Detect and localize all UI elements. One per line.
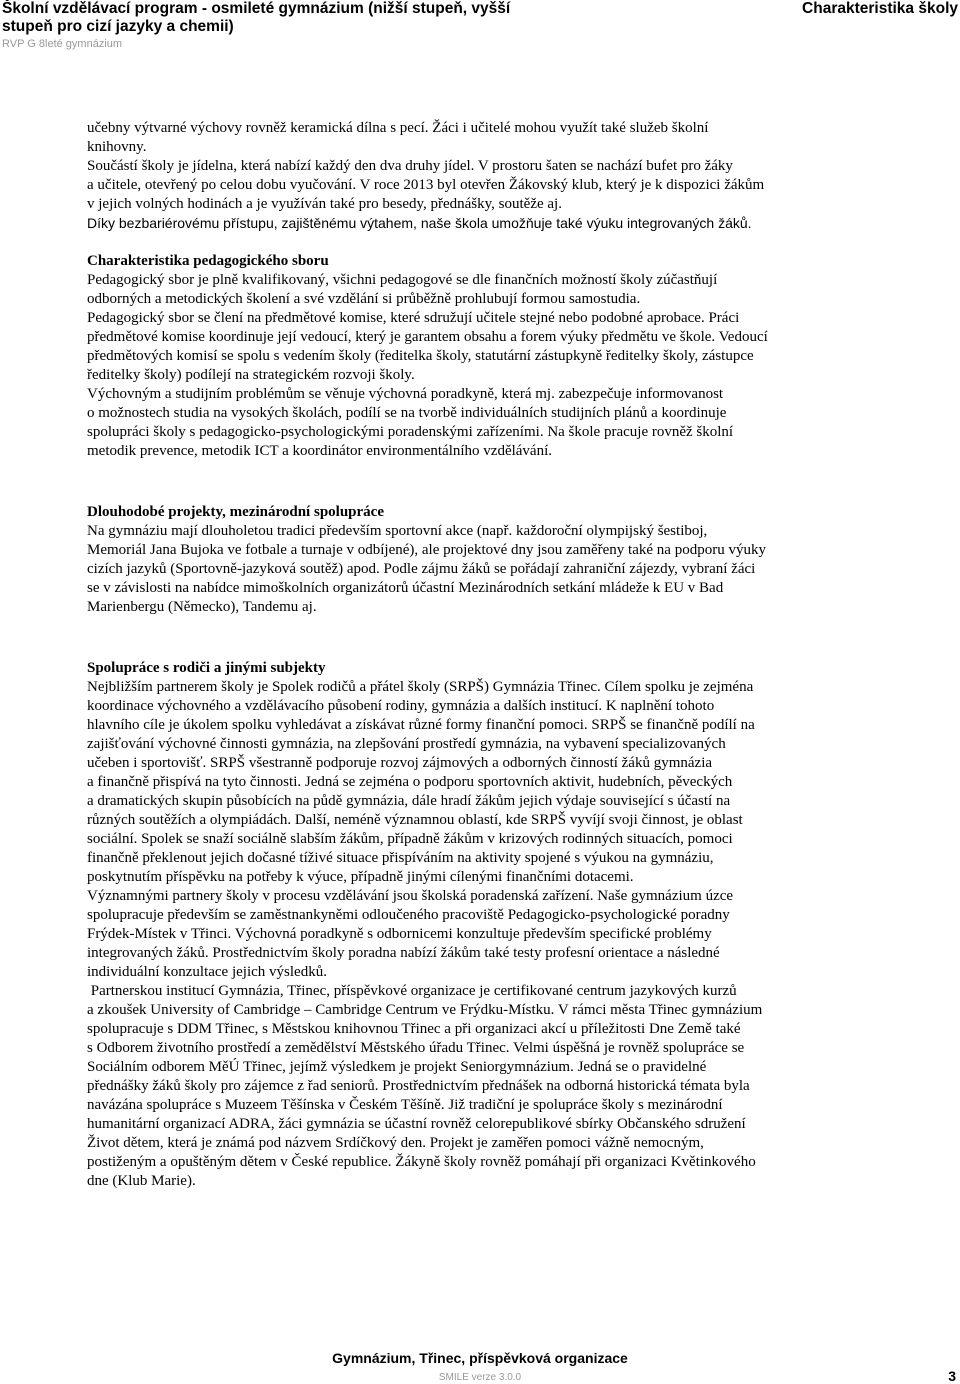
text-line: hlavního cíle je úkolem spolku vyhledávat a získávat různé formy finanční pomoci. SRPŠ se finančně podílí na xyxy=(87,717,755,733)
text-line: o možnostech studia na vysokých školách, podílí se na tvorbě individuálních studijních plánů a koordinuje xyxy=(87,405,727,421)
section-heading: Spolupráce s rodiči a jinými subjekty xyxy=(87,660,326,676)
text-line: zajišťování výchovné činnosti gymnázia, na zlepšování prostředí gymnázia, na vybavení specializovaných xyxy=(87,736,726,752)
text-line: knihovny. xyxy=(87,139,147,155)
document-header xyxy=(2,0,562,51)
program-title xyxy=(2,0,562,36)
intro-paragraph xyxy=(87,119,877,233)
text-line: s Odborem životního prostředí a zemědělství Městského úřadu Třinec. Velmi úspěšná je rovněž spolupráce se xyxy=(87,1040,745,1056)
text-line: postiženým a opuštěným dětem v České republice. Žákyně školy rovněž pomáhají při organizaci Květinkového xyxy=(87,1154,756,1170)
spacer xyxy=(87,617,877,638)
text-line: koordinace výchovného a vzdělávacího působení rodiny, gymnázia a dalších institucí. K naplnění tohoto xyxy=(87,698,715,714)
text-line: poskytnutím příspěvku na potřeby k výuce, případně jinými cílenými finančními dotacemi. xyxy=(87,869,634,885)
text-line: spolupracuje s DDM Třinec, s Městskou knihovnou Třinec a při organizaci akcí u příležitosti Dne Země také xyxy=(87,1021,741,1037)
text-line: sociální. Spolek se snaží sociálně slabším žákům, případně žákům v krizových rodinných situacích, pomoci xyxy=(87,831,733,847)
text-line: integrovaných žáků. Prostřednictvím školy poradna nabízí žákům také testy profesní orientace a následné xyxy=(87,945,720,961)
text-line: finančně překlenout jejich dočasné tíživé situace přispíváním na aktivity spojené s výukou na gymnáziu, xyxy=(87,850,714,866)
text-line: Marienbergu (Německo), Tandemu aj. xyxy=(87,599,317,615)
text-line: různých soutěžích a olympiádách. Další, neméně významnou oblastí, kde SRPŠ vyvíjí svoji činnost, je oblast xyxy=(87,812,743,828)
program-subtitle: RVP G 8leté gymnázium xyxy=(2,38,123,50)
text-line: Součástí školy je jídelna, která nabízí každý den dva druhy jídel. V prostoru šaten se nachází bufet pro žáky xyxy=(87,158,733,174)
text-line: odborných a metodických školení a své vzdělání si průběžně prohlubují formou samostudia. xyxy=(87,291,641,307)
text-line: Nejbližším partnerem školy je Spolek rodičů a přátel školy (SRPŠ) Gymnázia Třinec. Cílem spolku je zejména xyxy=(87,679,754,695)
text-line: metodik prevence, metodik ICT a koordinátor environmentálního vzdělávání. xyxy=(87,443,552,459)
text-line: Na gymnáziu mají dlouholetou tradici především sportovní akce (např. každoroční olympijský šestiboj, xyxy=(87,523,708,539)
text-line: se v závislosti na nabídce mimoškolních organizátorů účastní Mezinárodních setkání mládeže k EU v Bad xyxy=(87,580,724,596)
text-line: ředitelky školy) podílejí na strategickém rozvoji školy. xyxy=(87,367,415,383)
text-line: spolupracuje především se zaměstnankyněmi odloučeného pracoviště Pedagogicko-psychologické poradny xyxy=(87,907,730,923)
text-line: dne (Klub Marie). xyxy=(87,1173,196,1189)
spacer xyxy=(87,638,877,659)
text-line: předmětových komisí se spolu s vedením školy (ředitelka školy, statutární zástupkyně ředitelky školy, zástupce xyxy=(87,348,754,364)
text-line: Život dětem, která je známá pod názvem Srdíčkový den. Projekt je zaměřen pomoci vážně nemocným, xyxy=(87,1135,704,1151)
text-line: Významnými partnery školy v procesu vzdělávání jsou školská poradenská zařízení. Naše gymnázium úzce xyxy=(87,888,734,904)
text-line: humanitární organizací ADRA, žáci gymnázia se účastní rovněž celorepublikové sbírky Občanského sdružení xyxy=(87,1116,746,1132)
text-line: v jejich volných hodinách a je využíván také pro besedy, přednášky, soutěže aj. xyxy=(87,196,562,212)
spacer xyxy=(87,233,877,252)
text-line: Pedagogický sbor se člení na předmětové komise, které sdružují učitele stejné nebo podobné aprobace. Práci xyxy=(87,310,740,326)
text-line: a učitele, otevřený po celou dobu vyučování. V roce 2013 byl otevřen Žákovský klub, který je k dispozici žákům xyxy=(87,177,765,193)
text-line: předmětové komise koordinuje její vedoucí, který je garantem obsahu a forem výuky předmětu ve škole. Vedoucí xyxy=(87,329,768,345)
text-line: Partnerskou institucí Gymnázia, Třinec, příspěvkové organizace je certifikované centrum jazykových kurzů xyxy=(87,983,737,999)
projects-section xyxy=(87,503,877,617)
text-line: a finančně přispívá na tyto činnosti. Jedná se zejména o podporu sportovních aktivit, hudebních, pěveckých xyxy=(87,774,733,790)
text-line: Výchovným a studijním problémům se věnuje výchovná poradkyně, která mj. zabezpečuje informovanost xyxy=(87,386,724,402)
text-line: učeben i sportovišť. SRPŠ všestranně podporuje rozvoj zájmových a odborných činností žáků gymnázia xyxy=(87,755,713,771)
text-line: učebny výtvarné výchovy rovněž keramická dílna s pecí. Žáci i učitelé mohou využít také služeb školní xyxy=(87,120,709,136)
staff-section xyxy=(87,252,877,461)
program-title-line: Školní vzdělávací program - osmileté gymnázium (nižší stupeň, vyšší xyxy=(2,0,511,17)
text-line: navázána spolupráce s Muzeem Těšínska v Českém Těšíně. Již tradiční je spolupráce školy s mezinárodní xyxy=(87,1097,723,1113)
text-line: Frýdek-Místek v Třinci. Výchovná poradkyně s odbornicemi konzultuje především specifické problémy xyxy=(87,926,712,942)
footer-version: SMILE verze 3.0.0 xyxy=(438,1372,522,1383)
spacer xyxy=(87,461,877,482)
text-line: Díky bezbariérovému přístupu, zajištěnému výtahem, naše škola umožňuje také výuku integrovaných žáků. xyxy=(87,215,752,231)
section-heading: Charakteristika pedagogického sboru xyxy=(87,253,329,269)
text-line: Sociálním odborem MěÚ Třinec, jejímž výsledkem je projekt Seniorgymnázium. Jedná se o pravidelné xyxy=(87,1059,707,1075)
cooperation-section xyxy=(87,659,877,1191)
text-line: Pedagogický sbor je plně kvalifikovaný, všichni pedagogové se dle finančních možností školy zúčastňují xyxy=(87,272,718,288)
section-heading: Dlouhodobé projekty, mezinárodní spolupráce xyxy=(87,504,384,520)
text-line: a zkoušek University of Cambridge – Cambridge Centrum ve Frýdku-Místku. V rámci města Třinec gymnázium xyxy=(87,1002,763,1018)
text-line: spolupráci školy s pedagogicko-psychologickými poradenskými zařízeními. Na škole pracuje rovněž školní xyxy=(87,424,734,440)
text-line: přednášky žáků školy pro zájemce z řad seniorů. Prostřednictvím přednášek na odborná historická témata byla xyxy=(87,1078,750,1094)
text-line: Memoriál Jana Bujoka ve fotbale a turnaje v odbíjené), ale projektové dny jsou zaměřeny také na podporu výuky xyxy=(87,542,766,558)
program-title-line: stupeň pro cizí jazyky a chemii) xyxy=(2,18,234,35)
document-body xyxy=(87,119,877,1191)
text-line: a dramatických skupin působících na půdě gymnázia, dále hradí žákům jejich výdaje související s účastí na xyxy=(87,793,731,809)
footer-organization: Gymnázium, Třinec, příspěvková organizace xyxy=(332,1350,628,1366)
section-title: Charakteristika školy xyxy=(802,0,958,17)
text-line: cizích jazyků (Sportovně-jazyková soutěž) apod. Podle zájmu žáků se pořádají zahraniční zájezdy, vybraní žáci xyxy=(87,561,756,577)
spacer xyxy=(87,482,877,503)
page-number: 3 xyxy=(948,1368,956,1384)
text-line: individuální konzultace jejich výsledků. xyxy=(87,964,327,980)
